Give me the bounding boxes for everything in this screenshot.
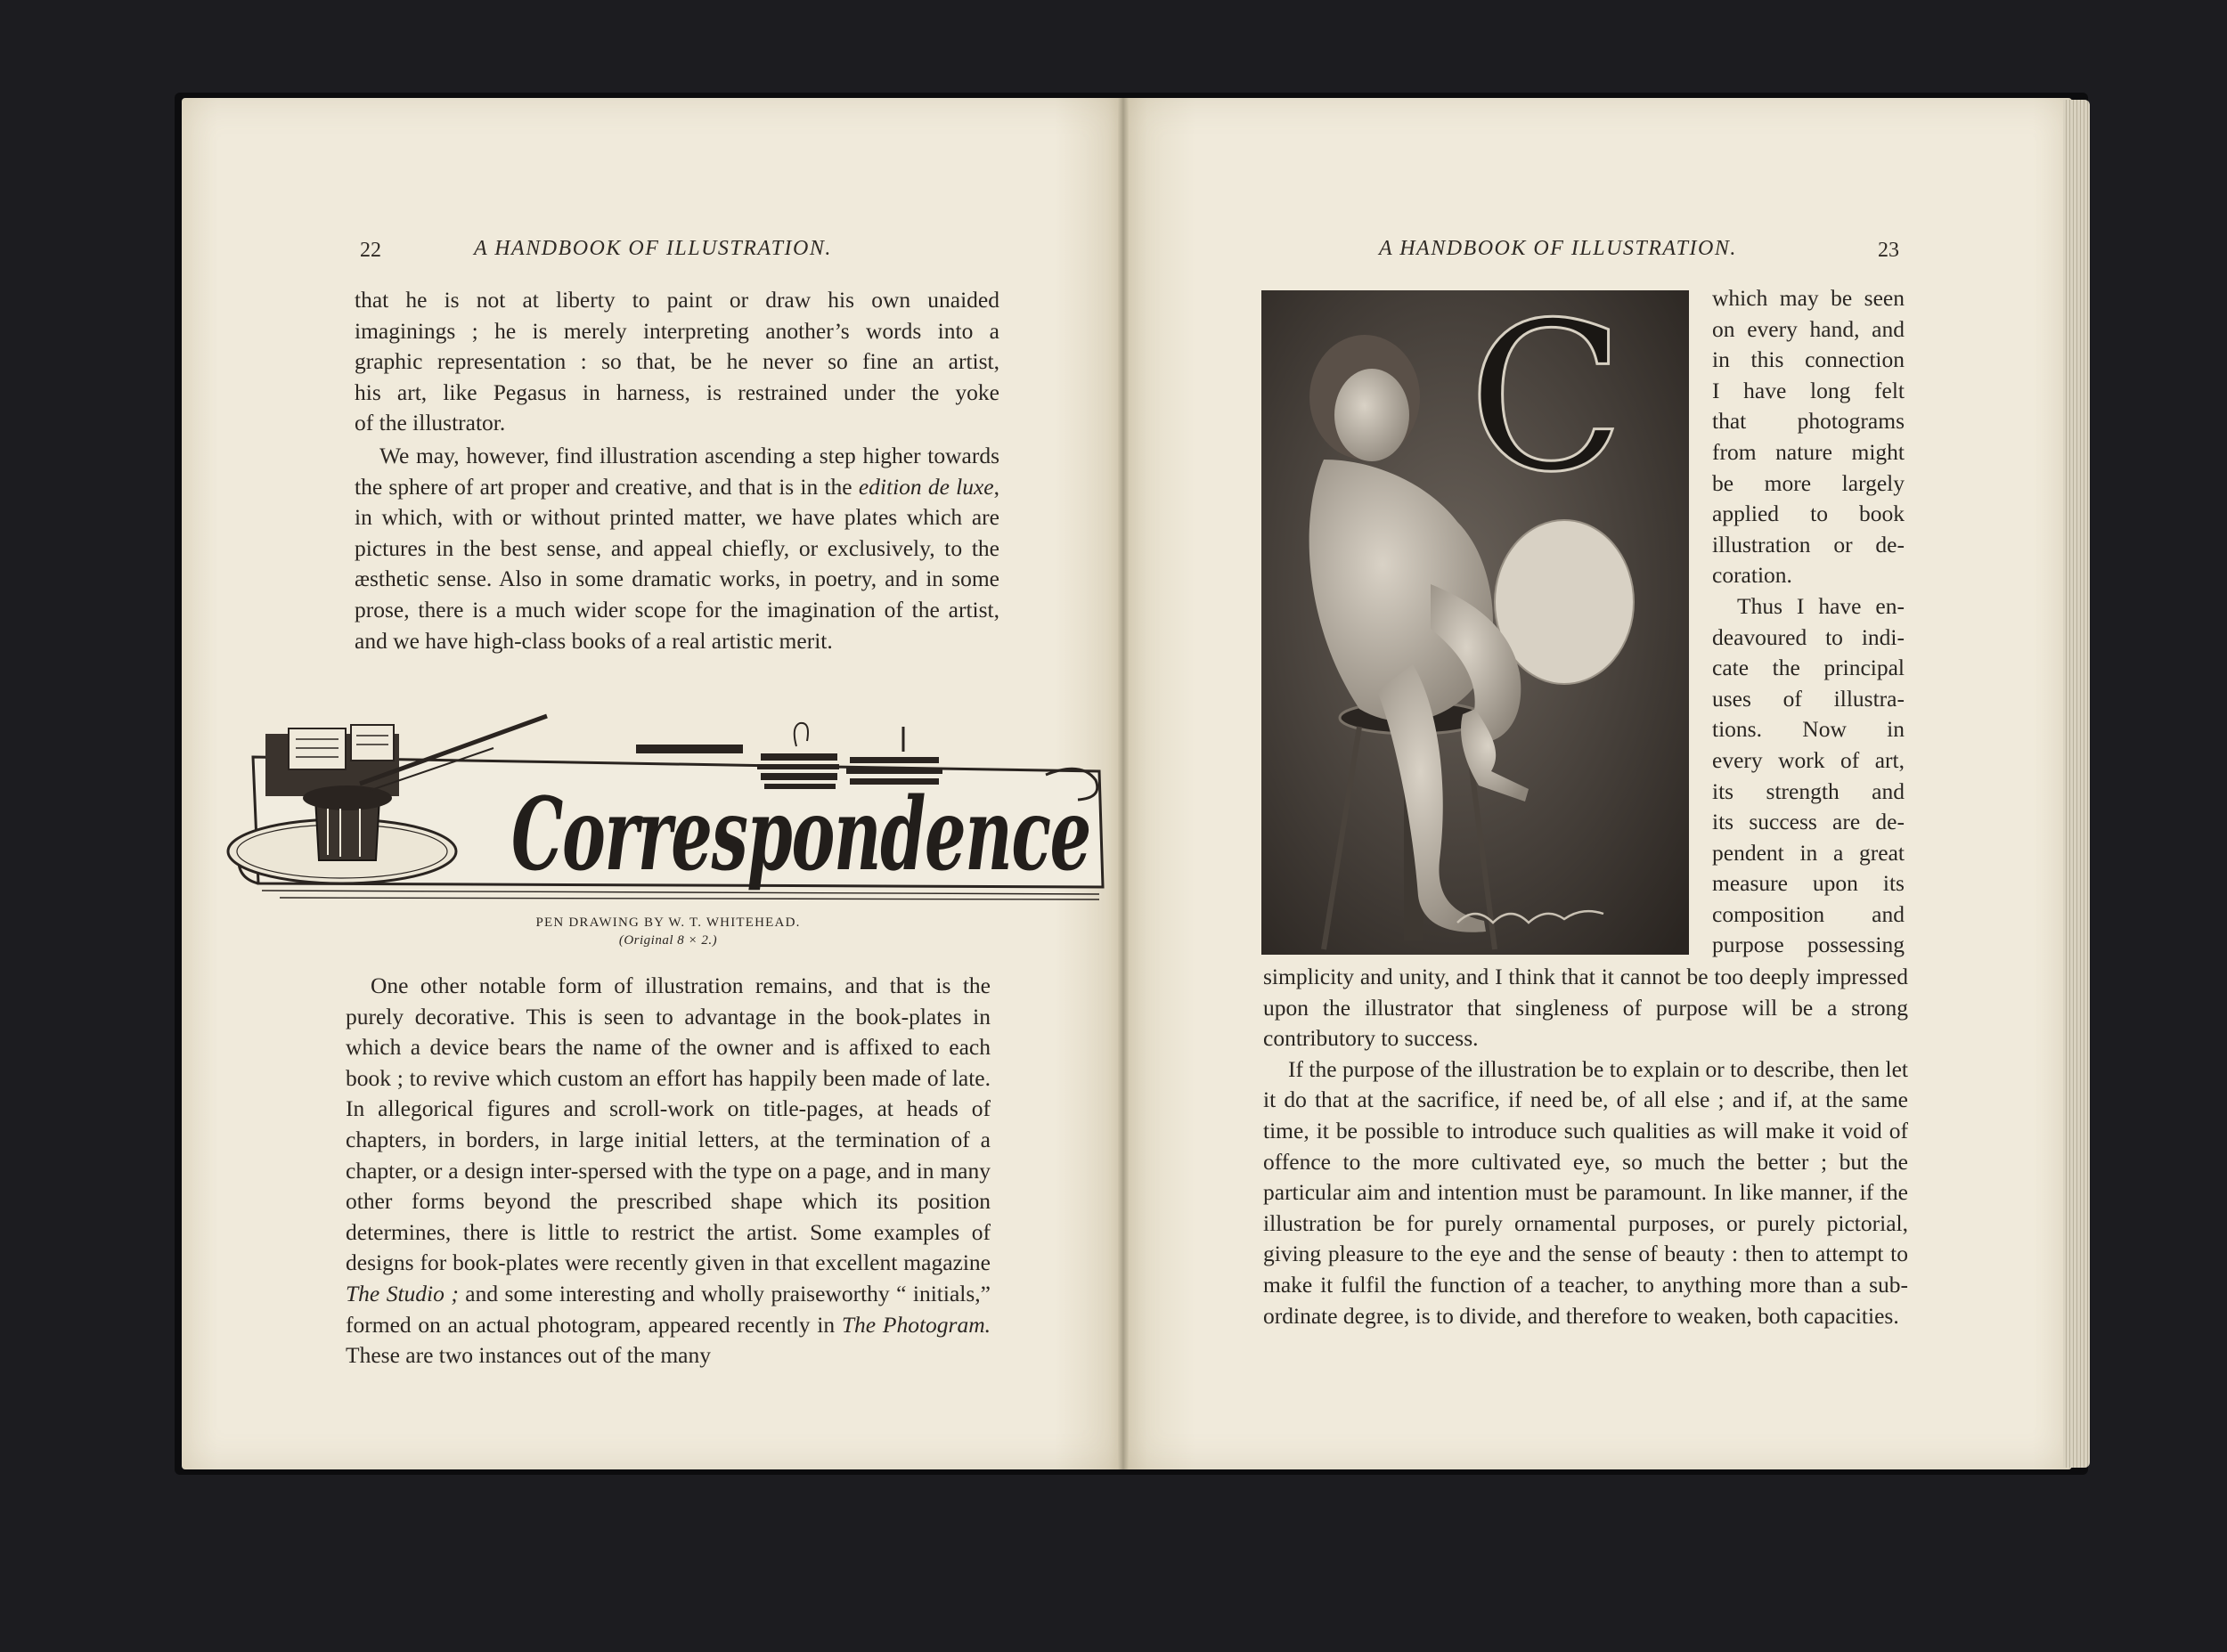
italic-run: edition de luxe <box>858 473 994 500</box>
paragraph <box>346 971 991 1371</box>
caption-title: PEN DRAWING BY W. T. WHITEHEAD. <box>535 916 801 930</box>
text-line: that he is not at liberty to paint or draw his own unaided <box>355 287 999 313</box>
paragraph: If the purpose of the illustration be to explain or to describe, then let it do that at the sacrifice, if need be, of all else ; and if, at the same time, it be possible to introduce such qualities as will make it void of offence to the more cultivated eye, so much the better ; but the particular aim and intention must be paramount. In like manner, if the illustration be for purely ornamental purposes, or purely pictorial, giving pleasure to the eye and the sense of beauty : then to attempt to make it fulfil the function of a teacher, to anything more than a sub-ordinate degree, is to divide, and therefore to weaken, both capacities. <box>1263 1055 1908 1329</box>
caption-note: (Original 8 × 2.) <box>618 933 718 948</box>
photogram-image <box>1261 280 1689 955</box>
text-line: tions. Now in <box>1712 716 1905 743</box>
text-line: deavoured to indi- <box>1712 623 1905 650</box>
correspondence-lettering: Correspondence <box>511 777 1090 893</box>
text-line: illustration or de- <box>1712 531 1905 557</box>
left-page-number: 22 <box>360 239 381 262</box>
text-run: and some interesting and wholly praiseworthy “ initials,” formed on an actual photogram, appeared recently in <box>346 1280 991 1338</box>
text-line: pendent in a great <box>1712 839 1905 866</box>
text-line: measure upon its <box>1712 870 1905 897</box>
text-line: its success are de- <box>1712 809 1905 835</box>
text-line: cate the principal <box>1712 655 1905 681</box>
text-line: imaginings ; he is merely interpreting another’s words into a <box>355 317 999 344</box>
left-running-head: A HANDBOOK OF ILLUSTRATION. <box>474 237 832 260</box>
text-run: One other notable form of illustration remains, and that is the purely decorative. This is seen to advantage in the book-plates in which a device bears the name of the owner and is affixed to each book ; to revive which custom an effort has happily been made of late. In allegorical figures and scroll-work on title-pages, at heads of chapters, in borders, in large initial letters, at the termination of a chapter, or a design inter-spersed with the type on a page, and in many other forms beyond the prescribed shape which its position determines, there is little to restrict the artist. Some examples of designs for book-plates were recently given in that excellent magazine <box>346 972 991 1276</box>
text-line: which may be seen <box>1712 285 1905 311</box>
text-line: coration. <box>1712 562 1792 589</box>
right-page-number: 23 <box>1878 239 1899 262</box>
text-line: that photograms <box>1712 408 1905 435</box>
text-line: be more largely <box>1712 469 1905 496</box>
text-line: composition and <box>1712 900 1905 927</box>
left-text-top <box>355 285 999 656</box>
text-line: Thus I have en- <box>1737 592 1905 619</box>
text-line: purpose possessing <box>1712 932 1905 958</box>
text-line: of the illustrator. <box>355 410 506 436</box>
photogram-initial-c <box>1261 280 1689 955</box>
text-line: applied to book <box>1712 500 1905 527</box>
initial-letter: C <box>1468 280 1625 517</box>
left-text-bottom <box>346 971 991 1371</box>
right-running-head: A HANDBOOK OF ILLUSTRATION. <box>1379 237 1737 260</box>
right-full-text <box>1263 962 1908 1331</box>
italic-run: The Photogram. <box>841 1311 991 1338</box>
right-wrap-text <box>1712 283 1905 961</box>
text-line: I have long felt <box>1712 377 1905 403</box>
page-edges <box>2063 100 2090 1468</box>
text-line: from nature might <box>1712 438 1905 465</box>
text-run: , in which, with or without printed matter, we have plates which are pictures in the best sense, and appeal chiefly, or exclusively, to the æsthetic sense. Also in some dramatic works, in poetry, and in some prose, there is a much wider scope for the imagination of the artist, and we have high-class books of a real artistic merit. <box>355 473 999 654</box>
correspondence-pen-drawing <box>226 709 1108 912</box>
text-line: his art, like Pegasus in harness, is restrained under the yoke <box>355 378 999 405</box>
text-line: in this connection <box>1712 346 1905 373</box>
italic-run: The Studio ; <box>346 1280 459 1306</box>
text-line: on every hand, and <box>1712 315 1905 342</box>
text-line: uses of illustra- <box>1712 685 1905 712</box>
text-line: graphic representation : so that, be he never so fine an artist, <box>355 348 999 375</box>
figure-caption <box>499 914 837 949</box>
book-gutter <box>1118 98 1129 1469</box>
paragraph: simplicity and unity, and I think that it cannot be too deeply impressed upon the illustrator that singleness of purpose will be a strong contributory to success. <box>1263 964 1908 1052</box>
text-line: every work of art, <box>1712 746 1905 773</box>
text-line: its strength and <box>1712 777 1905 804</box>
paragraph <box>355 441 999 656</box>
text-run: We may, however, find illustration ascending a step higher towards the sphere of art proper and creative, and that is in the <box>355 442 999 500</box>
text-run: These are two instances out of the many <box>346 1342 711 1369</box>
